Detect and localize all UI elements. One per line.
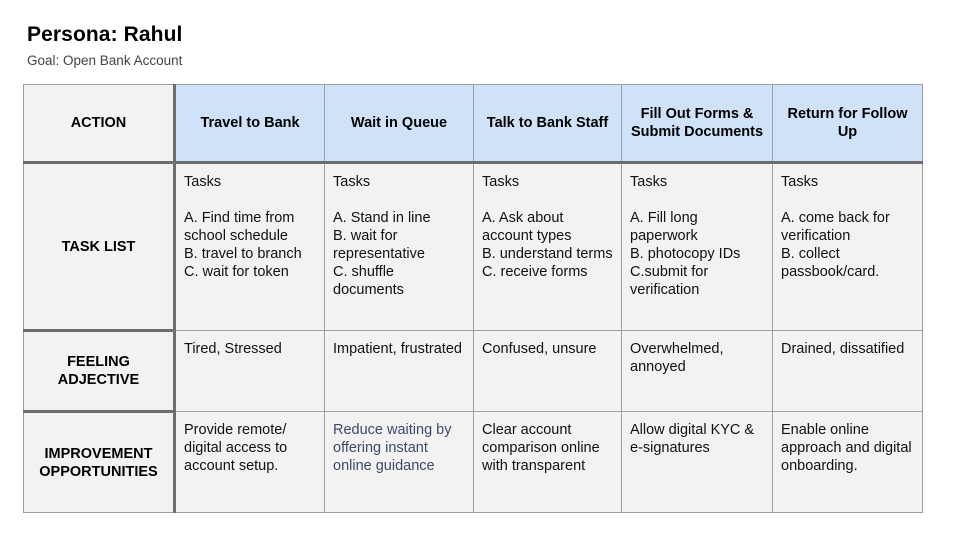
table-cell: Tasks A. Stand in line B. wait for representative C. shuffle documents [325,163,474,331]
row-label-task-list: TASK LIST [24,163,175,331]
table-cell: Tasks A. Fill long paperwork B. photocopy IDs C.submit for verification [622,163,773,331]
table-row-improvement [24,412,923,513]
table-row-task-list [24,163,923,331]
row-label-feeling: FEELING ADJECTIVE [24,331,175,412]
table-cell: Allow digital KYC & e-signatures [622,412,773,513]
column-header-staff: Talk to Bank Staff [474,85,622,163]
journey-map-table [23,84,923,513]
persona-goal: Goal: Open Bank Account [27,53,183,68]
table-cell: Overwhelmed, annoyed [622,331,773,412]
table-cell: Enable online approach and digital onboarding. [773,412,923,513]
table-cell: Drained, dissatified [773,331,923,412]
table-cell: Confused, unsure [474,331,622,412]
column-header-travel: Travel to Bank [175,85,325,163]
persona-title: Persona: Rahul [27,23,183,46]
table-row-feeling [24,331,923,412]
column-header-queue: Wait in Queue [325,85,474,163]
table-cell: Tasks A. come back for verification B. collect passbook/card. [773,163,923,331]
table-header-row [24,85,923,163]
table-cell: Impatient, frustrated [325,331,474,412]
corner-label: ACTION [24,85,175,163]
table-cell: Reduce waiting by offering instant online guidance [325,412,474,513]
row-label-improvement: IMPROVEMENT OPPORTUNITIES [24,412,175,513]
table-cell: Tired, Stressed [175,331,325,412]
table-cell: Tasks A. Find time from school schedule B. travel to branch C. wait for token [175,163,325,331]
table-cell: Tasks A. Ask about account types B. understand terms C. receive forms [474,163,622,331]
table-cell: Clear account comparison online with transparent [474,412,622,513]
column-header-forms: Fill Out Forms & Submit Documents [622,85,773,163]
table-cell: Provide remote/ digital access to account setup. [175,412,325,513]
column-header-followup: Return for Follow Up [773,85,923,163]
